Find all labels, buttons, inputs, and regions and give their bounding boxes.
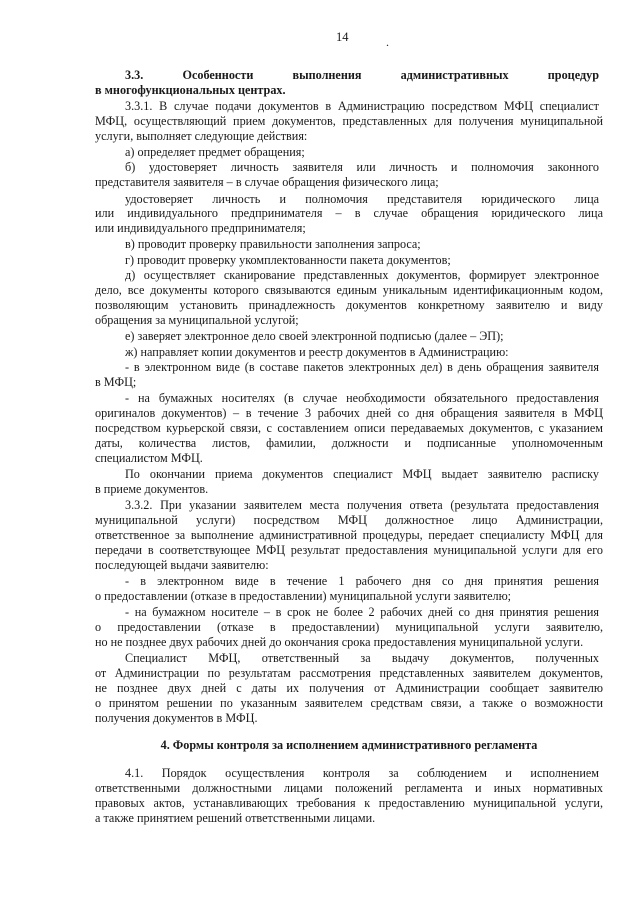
paragraph-line: последующей выдачи заявителю: bbox=[95, 558, 269, 572]
paragraph-line: но не позднее двух рабочих дней до окончания срока предоставления муниципальной услуги. bbox=[95, 635, 584, 649]
paragraph-line: о принятом решении по указанным заявителем средствам связи, а также о возможности bbox=[95, 696, 603, 710]
paragraph-line: 3.3.1. В случае подачи документов в Администрацию посредством МФЦ специалист bbox=[125, 99, 599, 113]
paragraph-line: муниципальной услуги) посредством МФЦ должностное лицо Администрации, bbox=[95, 513, 603, 527]
paragraph-line: Специалист МФЦ, ответственный за выдачу документов, полученных bbox=[125, 651, 599, 665]
section-3-3-heading-cont: в многофункциональных центрах. bbox=[95, 83, 286, 97]
paragraph-line: или индивидуального предпринимателя; bbox=[95, 221, 306, 235]
paragraph-line: в МФЦ; bbox=[95, 375, 137, 389]
page-number: 14 bbox=[336, 30, 349, 44]
paragraph-line: удостоверяет личность и полномочия представителя юридического лица bbox=[125, 192, 599, 206]
paragraph-line: а) определяет предмет обращения; bbox=[125, 145, 305, 159]
paragraph-line: о предоставлении (отказе в предоставлении) муниципальной услуги заявителю, bbox=[95, 620, 603, 634]
paragraph-line: или индивидуального предпринимателя – в случае обращения юридического лица bbox=[95, 206, 603, 220]
paragraph-line: передачи в соответствующее МФЦ результат предоставления муниципальной услуги для его bbox=[95, 543, 603, 557]
paragraph-line: МФЦ, осуществляющий прием документов, представленных для получения муниципальной bbox=[95, 114, 603, 128]
paragraph-line: о предоставлении (отказе в предоставлении) муниципальной услуги заявителю; bbox=[95, 589, 512, 603]
paragraph-line: правовых актов, устанавливающих требования к предоставлению муниципальной услуги, bbox=[95, 796, 603, 810]
paragraph-line: ответственное за выполнение административной процедуры, передает специалисту МФЦ для bbox=[95, 528, 603, 542]
paragraph-line: По окончании приема документов специалист МФЦ выдает заявителю расписку bbox=[125, 467, 599, 481]
paragraph-line: услуги, выполняет следующие действия: bbox=[95, 129, 308, 143]
paragraph-line: а также принятием решений ответственными лицами. bbox=[95, 811, 376, 825]
paragraph-line: е) заверяет электронное дело своей электронной подписью (далее – ЭП); bbox=[125, 329, 504, 343]
section-3-3-heading: 3.3. Особенности выполнения административных процедур bbox=[125, 68, 599, 82]
paragraph-line: в приеме документов. bbox=[95, 482, 209, 496]
paragraph-line: 3.3.2. При указании заявителем места получения ответа (результата предоставления bbox=[125, 498, 599, 512]
paragraph-line: дело, все документы которого связываются единым уникальным идентификационным кодом, bbox=[95, 283, 603, 297]
paragraph-line: - в электронном виде в течение 1 рабочего дня со дня принятия решения bbox=[125, 574, 599, 588]
section-4-heading: 4. Формы контроля за исполнением административного регламента bbox=[160, 738, 538, 752]
paragraph-line: позволяющим установить принадлежность документов конкретному заявителю и виду bbox=[95, 298, 603, 312]
paragraph-line: г) проводит проверку укомплектованности пакета документов; bbox=[125, 253, 451, 267]
paragraph-line: ж) направляет копии документов и реестр документов в Администрацию: bbox=[125, 345, 509, 359]
paragraph-line: б) удостоверяет личность заявителя или личность и полномочия законного bbox=[125, 160, 599, 174]
paragraph-line: обращения за муниципальной услугой; bbox=[95, 313, 299, 327]
paragraph-line: специалистом МФЦ. bbox=[95, 451, 203, 465]
paragraph-line: не позднее двух дней с даты их получения от Администрации сообщает заявителю bbox=[95, 681, 603, 695]
paragraph-line: ответственными должностными лицами положений регламента и иных нормативных bbox=[95, 781, 603, 795]
paragraph-line: оригиналов документов) – в течение 3 рабочих дней со дня обращения заявителя в МФЦ bbox=[95, 406, 603, 420]
paragraph-line: получения документов в МФЦ. bbox=[95, 711, 258, 725]
paragraph-line: - на бумажных носителях (в случае необходимости обязательного предоставления bbox=[125, 391, 599, 405]
page-mark: . bbox=[386, 35, 389, 49]
paragraph-line: в) проводит проверку правильности заполнения запроса; bbox=[125, 237, 421, 251]
paragraph-line: д) осуществляет сканирование представленных документов, формирует электронное bbox=[125, 268, 599, 282]
paragraph-line: 4.1. Порядок осуществления контроля за соблюдением и исполнением bbox=[125, 766, 599, 780]
paragraph-line: посредством курьерской связи, с составлением описи передаваемых документов, с указанием bbox=[95, 421, 603, 435]
paragraph-line: - в электронном виде (в составе пакетов электронных дел) в день обращения заявителя bbox=[125, 360, 599, 374]
paragraph-line: даты, количества листов, фамилии, должности и подписанные уполномоченным bbox=[95, 436, 603, 450]
paragraph-line: - на бумажном носителе – в срок не более 2 рабочих дней со дня принятия решения bbox=[125, 605, 599, 619]
paragraph-line: от Администрации по результатам рассмотрения представленных заявителем документов, bbox=[95, 666, 603, 680]
paragraph-line: представителя заявителя – в случае обращения физического лица; bbox=[95, 175, 439, 189]
